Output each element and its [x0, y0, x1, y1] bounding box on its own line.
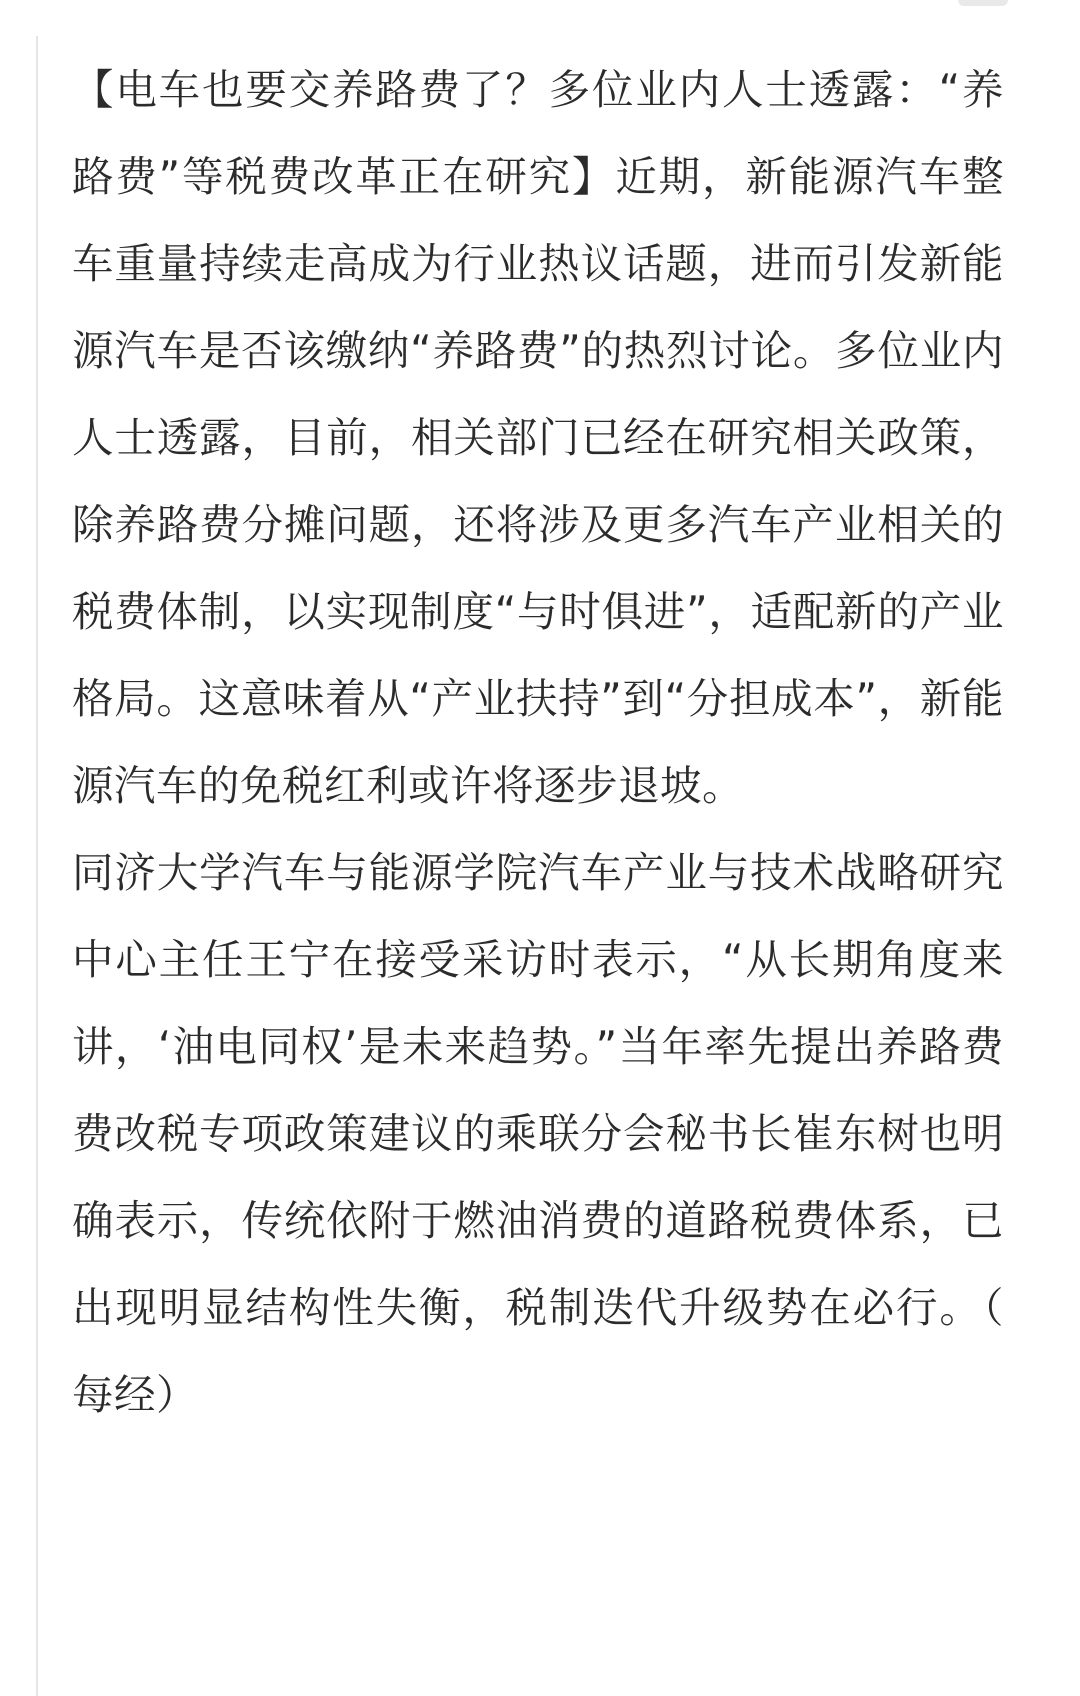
paragraph-lead: 【电车也要交养路费了？多位业内人士透露：“养路费”等税费改革正在研究】近期，新能源汽车整车重量持续走高成为行业热议话题，进而引发新能源汽车是否该缴纳“养路费”的热烈讨论。多位业内人士透露，目前，相关部门已经在研究相关政策，除养路费分摊问题，还将涉及更多汽车产业相关的税费体制，以实现制度“与时俱进”，适配新的产业格局。这意味着从“产业扶持”到“分担成本”，新能源汽车的免税红利或许将逐步退坡。	[72, 65, 1004, 810]
top-edge-handle	[958, 0, 1008, 6]
left-border-line	[36, 36, 38, 1696]
article-body	[72, 46, 1004, 1438]
paragraph-quotes: 同济大学汽车与能源学院汽车产业与技术战略研究中心主任王宁在接受采访时表示，“从长期角度来讲，‘油电同权’是未来趋势。”当年率先提出养路费费改税专项政策建议的乘联分会秘书长崔东树也明确表示，传统依附于燃油消费的道路税费体系，已出现明显结构性失衡，税制迭代升级势在必行。（每经）	[72, 848, 1004, 1419]
